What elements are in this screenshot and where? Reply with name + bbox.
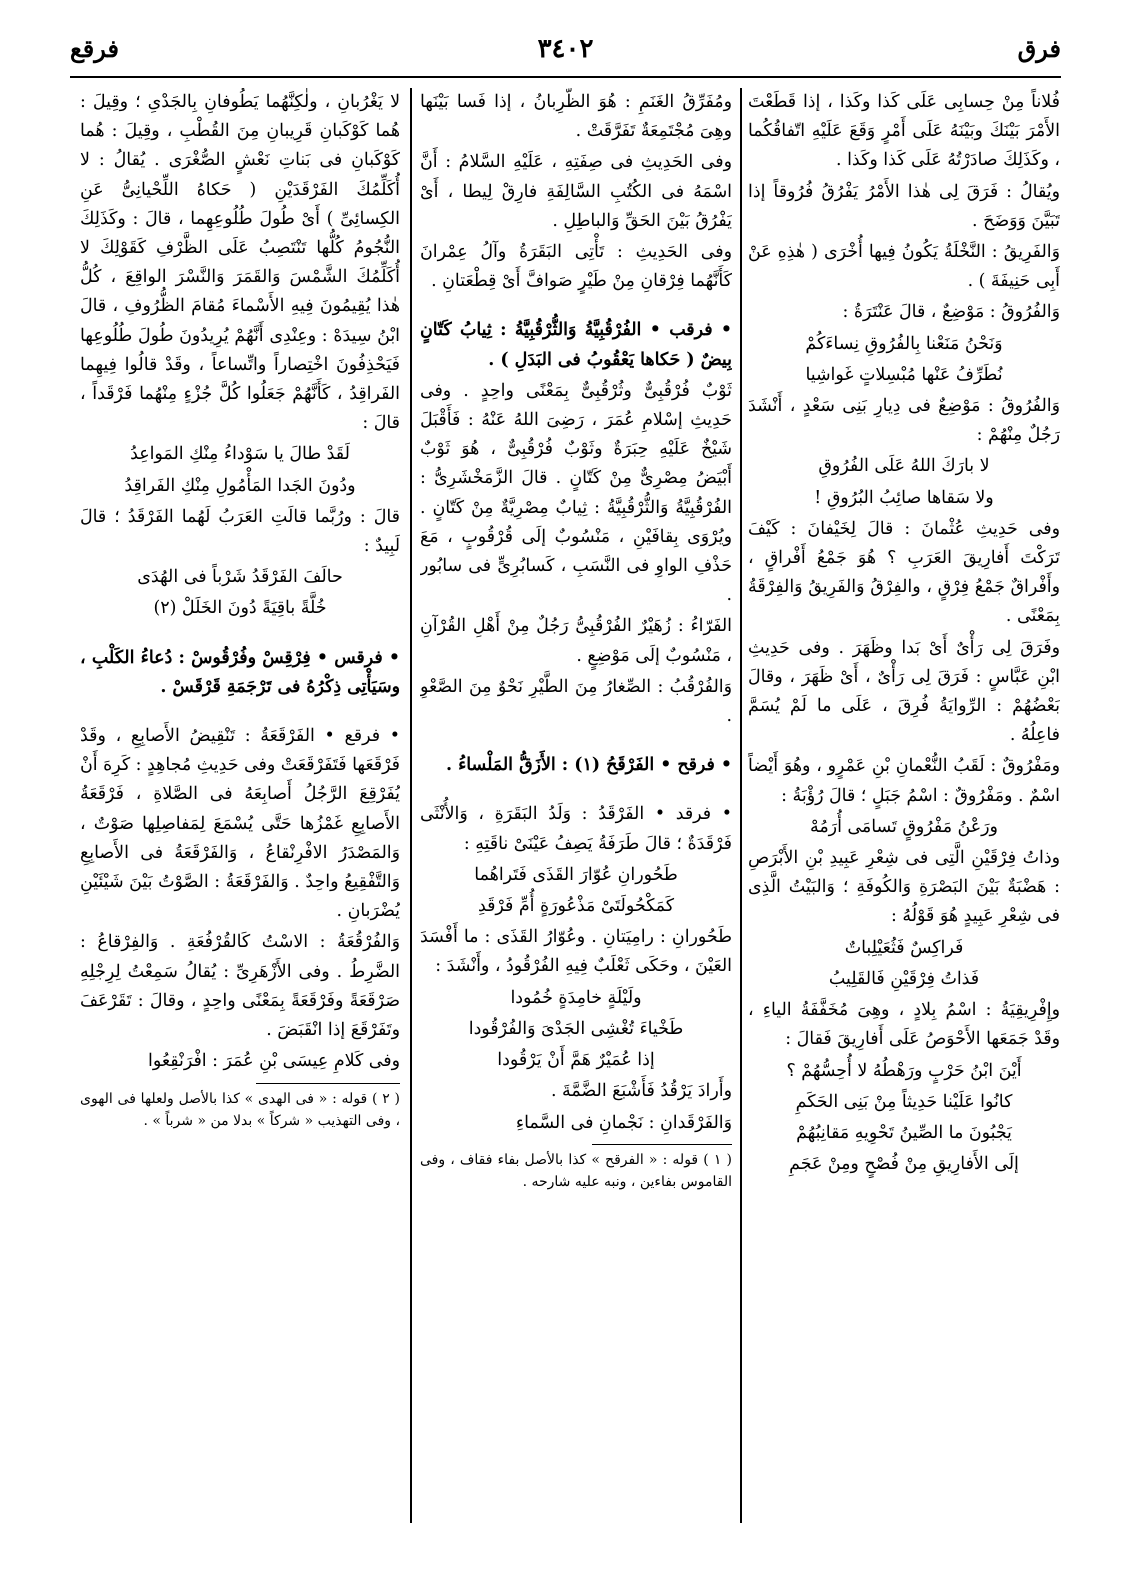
paragraph: طَحُورانِ : رامِيَتانِ . وعُوّارُ القَذَى : ما أَفْسَدَ العَيْنَ ، وحَكَى ثَعْلَبٌ فِيهِ الفُرْقُودُ ، وأَنْشَدَ : [420,927,732,977]
footnote-rule [592,1144,732,1145]
entry-fa-rqa: • فرقع • الفَرْقَعَةُ : تَنْقِيضُ الأَصابِعِ ، وقَدْ فَرْقَعَها فَتَفَرْقَعَتْ وفى حَدِيثِ مُجاهِدٍ : كَرِهَ أَنْ يُفَرْقِعَ الرَّجُلُ أَصابِعَهُ فى الصَّلاةِ ، فَرْقَعَةُ الأَصابِعِ غَمْزُها حَتَّى يُسْمَعَ لِمَفاصِلِها صَوْتٌ ، وَالمَصْدَرُ الافْرِنْقاعُ ، وَالفَرْقَعَةُ فى الأَصابِعِ وَالتَّفْقِيعُ واحِدٌ . وَالفَرْقَعَةُ : الصَّوْتُ بَيْنَ شَيْئَيْنِ يُضْرَبانِ . [80,726,400,922]
verse-line: إلَى الأَفارِيقِ مِنْ فُصْحٍ ومِنْ عَجَمِ [789,1154,1019,1175]
entry-spacer [420,733,732,751]
paragraph: وفى الحَدِيثِ فى صِفَتِهِ ، عَلَيْهِ السَّلامُ : أَنَّ اسْمَهُ فى الكُتُبِ السَّالِفَةِ فارِقْ لِيطا ، أَىْ يَفْرُقُ بَيْنَ الحَقِّ وَالباطِلِ . [420,152,732,231]
verse-line: نُطَرِّفُ عَنْها مُبْسِلاتٍ غَواشِيا [805,364,1003,385]
paragraph: لا يَغْرُبانِ ، ولٰكِنَّهُما يَطُوفانِ بِالجَدْىِ ؛ وقِيلَ : هُما كَوْكَبانِ قَرِيبانِ مِنَ القُطْبِ ، وقِيلَ : هُما كَوْكَبانِ فى بَناتِ نَعْشٍ الصُّغْرَى . يُقالُ : لا أُكَلِّمُكَ الفَرْقَدَيْنِ ( حَكاهُ اللِّحْيانِىُّ عَنِ الكِسائِىِّ ) أَىْ طُولَ طُلُوعِهِما ، قالَ : وكَذَلِكَ النُّجُومُ كُلُّها تَنْتَصِبُ عَلَى الظَّرْفِ كَقَوْلِكَ لا أُكَلِّمُكَ الشَّمْسَ وَالقَمَرَ وَالنَّسْرَ الواقِعَ ، كُلُّ هٰذا يُقِيمُونَ فِيهِ الأَسْماءَ مُقامَ الظُّرُوفِ ، قالَ ابْنُ سِيدَهْ : وعِنْدِى أَنَّهُمْ يُرِيدُونَ طُولَ طُلُوعِها فَيَحْذِفُونَ اخْتِصاراً واتِّساعاً ، وقَدْ قالُوا فِيهِما الفَراقِدُ ، كَأَنَّهُمْ جَعَلُوا كُلَّ جُزْءٍ مِنْهُما فَرْقَداً ، قالَ : [80,92,400,434]
page-header [70,32,1061,76]
entry-fa-rqs: • فرقس • فِرْقِسْ وفُرْقُوسْ : دُعاءُ الكَلْبِ ، وسَيَأْتِى ذِكْرُهُ فى تَرْجَمَةِ قَرْقَسْ . [80,647,400,697]
paragraph: وَالفُرْقُبُ : الصِّغارُ مِنَ الطَّيْرِ نَحْوٌ مِنَ الصَّعْوِ . [420,676,732,727]
verse-line: ولا سَقاها صائِبُ البُرُوقِ ! [814,487,994,508]
verse-line: ورَعْنُ مَفْرُوقٍ تَسامَى أُرَمُهْ [810,816,998,837]
verse-line: حالَفَ الفَرْقَدُ شَرْباً فى الهُدَى [137,567,343,588]
verse-line: لا بارَكَ اللهُ عَلَى الفُرُوقِ [818,456,990,477]
verse-line: كانُوا عَلَيْنا حَدِيثاً مِنْ بَنِى الحَكَمِ [795,1091,1013,1112]
verse-line: فَراكِسٌ فَثُعَيْلِباتٌ [844,937,964,958]
verse-line: فَذاتُ فِرْقَيْنِ فَالقَلِيبُ [828,968,980,989]
entry-spacer [80,704,400,722]
paragraph: وفى الحَدِيثِ : تَأْتِى البَقَرَةُ وآلُ عِمْرانَ كَأَنَّهُما فِرْقانِ مِنْ طَيْرٍ صَوافَّ أَىْ قِطْعَتانِ . [420,242,732,292]
paragraph: ومَفْرُوقٌ : لَقَبُ النُّعْمانِ بْنِ عَمْرٍو ، وهُوَ أَيْضاً اسْمٌ . ومَفْرُوقٌ : اسْمُ جَبَلٍ ؛ قالَ رُؤْبَةُ : [748,756,1060,806]
header-root-word-right: فرق [1017,34,1061,63]
paragraph: وذاتُ فِرْقَيْنِ الَّتِى فى شِعْرِ عَبِيدِ بْنِ الأَبْرَصِ : هَضْبَةٌ بَيْنَ البَصْرَةِ وَالكُوفَةِ ؛ وَالبَيْتُ الَّذِى فى شِعْرِ عَبِيدٍ هُوَ قَوْلُهُ : [748,848,1060,927]
paragraph: قالَ : ورُبَّما قالَتِ العَرَبُ لَهُما الفَرْقَدُ ؛ قالَ لَبِيدٌ : [80,506,400,557]
column-middle [420,88,732,1523]
column-right [748,88,1060,1523]
verse-line: ودُونَ الجَدا المَأْمُولِ مِنْكِ الفَراقِدُ [124,475,356,496]
column-left [80,88,400,1523]
entry-spacer [420,298,732,316]
verse-line: أَيْنَ ابْنُ حَرْبٍ ورَهْطُهُ لا أُحِسُّهُمْ ؟ [786,1060,1022,1081]
column-divider [740,88,742,1523]
paragraph: وَالفَرِيقُ : النَّخْلَةُ يَكُونُ فِيها أُخْرَى ( هٰذِهِ عَنْ أَبِى حَنِيفَةَ ) . [748,242,1060,292]
paragraph: وَالفَرْقَدانِ : نَجْمانِ فى السَّماءِ [515,1112,732,1133]
paragraph: وَالفُرْقُعَةُ : الاسْتُ كَالقُرْفُعَةِ . وَالفِرْقاعُ : الضَّرِطُ . وفى الأَزْهَرِىِّ : يُقالُ سَمِعْتُ لِرِجْلِهِ صَرْقَعَةً وفَرْقَعَةً بِمَعْنًى واحِدٍ ، وقالَ : تَقَرْعَفَ وتَفَرْقَعَ إذا انْقَبَضَ . [80,932,400,1041]
paragraph: وفَرَقَ لِى رَأْىٌ أَىْ بَدا وظَهَرَ . وفى حَدِيثِ ابْنِ عَبَّاسٍ : فَرَقَ لِى رَأْىٌ ، أَىْ ظَهَرَ ، وقالَ بَعْضُهُمْ : الرِّوايَةُ فُرِقَ ، عَلَى ما لَمْ يُسَمَّ فاعِلُهُ . [748,637,1060,746]
paragraph: الفَرّاءُ : زُهَيْرٌ الفُرْقُبِىُّ رَجُلٌ مِنْ أَهْلِ القُرْآنِ ، مَنْسُوبٌ إلَى مَوْضِعٍ . [420,616,732,666]
verse-line: إذا عُمَيْرٌ هَمَّ أَنْ يَرْقُودا [497,1050,655,1071]
footnote: ( ٢ ) قوله : « فى الهدى » كذا بالأصل ولعلها فى الهوى ، وفى التهذيب « شركاً » بدلا من « شرباً » . [80,1090,400,1129]
verse-line: ولَيْلَةٍ خامِدَةٍ خُمُودا [510,987,642,1008]
paragraph: وإِفْرِيقِيَةُ : اسْمُ بِلادٍ ، وهِىَ مُخَفَّفَةُ الياءِ ، وقَدْ جَمَعَها الأَحْوَصُ عَلَى أَفارِيقَ فَقالَ : [748,1000,1060,1050]
paragraph: فُلاناً مِنْ حِسابِى عَلَى كَذا وكَذا ، إذا قَطَعْتَ الأَمْرَ بَيْنَكَ وبَيْنَهُ عَلَى أَمْرٍ وَقَعَ عَلَيْهِ اتّفاقُكُما ، وكَذَلِكَ صادَرْتُهُ عَلَى كَذا وكَذا . [748,92,1060,171]
entry-fa-rqb: • فرقب • الفُرْقُبِيَّةُ وَالثُّرْقُبِيَّةُ : ثِيابُ كَتّانٍ بِيضٌ ( حَكاها يَعْقُوبُ فى البَدَلِ ) . [420,320,732,370]
entry-spacer [420,782,732,800]
footnote: ( ١ ) قوله : « الفرقح » كذا بالأصل بفاء فقاف ، وفى القاموس بفاءين ، ونبه عليه شارحه . [420,1151,732,1190]
entry-fa-rqd: • فرقد • الفَرْقَدُ : وَلَدُ البَقَرَةِ ، وَالأُنْثَى فَرْقَدَةٌ ؛ قالَ طَرَفَةُ يَصِفُ عَيْنَىْ ناقَتِهِ : [420,804,732,854]
paragraph: ومُفَرِّقُ الغَنَمِ : هُوَ الظَّرِبانُ ، إذا فَسا بَيْنَها وهِىَ مُجْتَمِعَةٌ تَفَرَّقَتْ . [420,92,732,142]
page-number: ٣٤٠٢ [537,34,594,64]
paragraph: وفى حَدِيثِ عُثْمانَ : قالَ لِخَيْفانَ : كَيْفَ تَرَكْتَ أَفارِيقَ العَرَبِ ؟ هُوَ جَمْعُ أَفْراقٍ ، وأَفْراقٌ جَمْعُ فِرْقٍ ، والفِرْقُ وَالفَرِيقُ وَالفِرْقَةُ بِمَعْنًى . [748,518,1060,627]
paragraph: وَالفُرُوقُ : مَوْضِعٌ فى دِيارِ بَنِى سَعْدٍ ، أَنْشَدَ رَجُلٌ مِنْهُمْ : [748,396,1060,446]
verse-line: لَقَدْ طالَ يا سَوْداءُ مِنْكِ المَواعِدُ [130,444,350,465]
paragraph: وَالفُرُوقُ : مَوْضِعٌ ، قالَ عَنْتَرَةُ : [842,302,1060,323]
column-divider [410,88,412,1523]
verse-line: كَمَكْحُولَتَىْ مَذْعُورَةٍ أُمِّ فَرْقَدِ [477,896,675,917]
entry-fa-rqh: • فرقح • الفَرْقَحُ (١) : الأَزَقُّ المَلْساءُ . [445,755,732,776]
verse-line: خُلَّةً باقِيَةً دُونَ الخَلَلْ (٢) [153,598,327,619]
verse-line: يَجْبُونَ ما الصِّينُ تَحْوِيهِ مَقانِبُهُمْ [796,1122,1012,1143]
verse-line: وَنَحْنُ مَنَعْنا بِالفُرُوقِ نِساءَكُمْ [805,333,1003,354]
paragraph: ويُقالُ : فَرَقَ لِى هٰذا الأَمْرُ يَفْرُقُ فُرُوقاً إذا تَبَيَّنَ وَوَضَحَ . [748,181,1060,231]
verse-line: طَخْياءَ تُغْشِى الجَدْىَ وَالفُرْقُودا [468,1018,684,1039]
paragraph: وأَرادَ يَرْقُدُ فَأَشْبَعَ الضَّمَّةَ . [551,1081,732,1102]
footnote-rule [256,1083,400,1084]
paragraph: وفى كَلامِ عِيسَى بْنِ عُمَرَ : افْرَنْقِعُوا [148,1051,400,1072]
entry-spacer [80,626,400,644]
header-root-word-left: فرقع [70,34,119,63]
header-rule [70,76,1061,78]
paragraph: ثَوْبٌ فُرْقُبِىٌّ وثُرْقُبِىٌّ بِمَعْنًى واحِدٍ . وفى حَدِيثِ إسْلامِ عُمَرَ ، رَضِىَ اللهُ عَنْهُ : فَأَقْبَلَ شَيْخٌ عَلَيْهِ حِبَرَةٌ وثَوْبٌ فُرْقُبِىٌّ ، هُوَ ثَوْبٌ أَبْيَضُ مِصْرِىٌّ مِنْ كَتّانٍ . قالَ الزَّمَخْشَرِىُّ : الفُرْقُبِيَّةُ وَالثُّرْقُبِيَّةُ : ثِيابٌ مِصْرِيَّةٌ مِنْ كَتّانٍ . ويُرْوَى بِقافَيْنِ ، مَنْسُوبٌ إلَى قُرْقُوبٍ ، مَعَ حَذْفِ الواوِ فى النَّسَبِ ، كَسابُرِىٍّ فى سابُور . [420,380,732,606]
verse-line: طَحُورانِ عُوّارَ القَذَى فَتَراهُما [474,864,678,885]
